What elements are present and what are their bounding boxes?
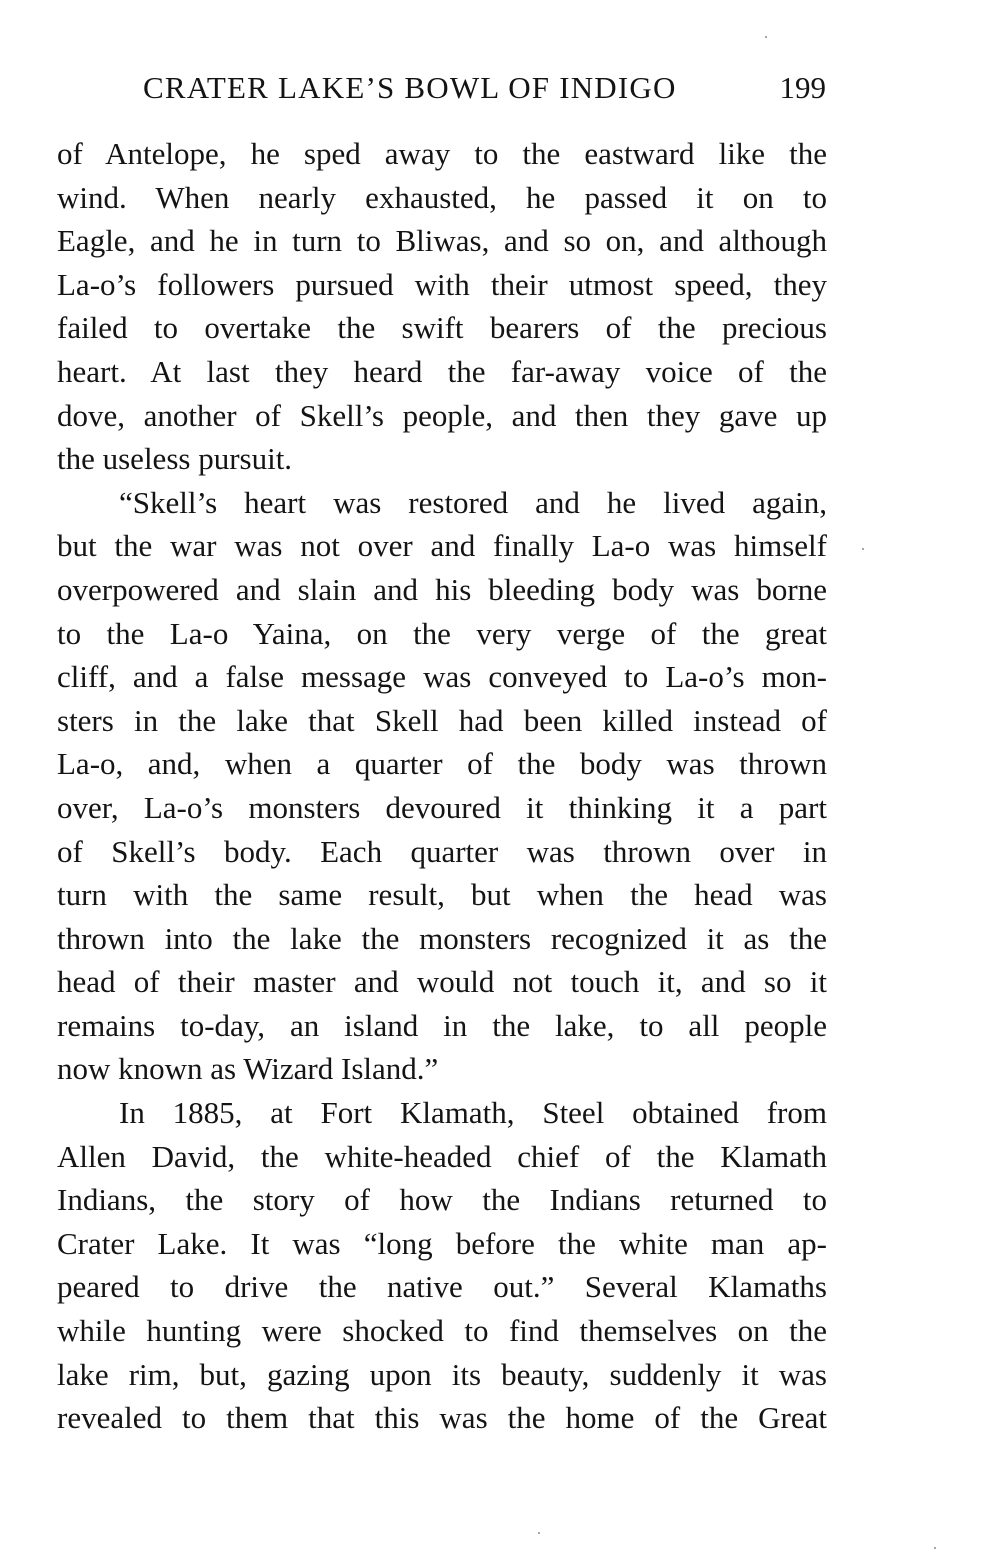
scan-speck [862,548,864,550]
running-title: CRATER LAKE’S BOWL OF INDIGO [143,70,677,105]
text-line: over, La-o’s monsters devoured it thinking it a part [57,789,827,825]
text-line: Allen David, the white-headed chief of the Klamath [57,1138,827,1174]
scan-speck [765,36,767,38]
text-line: dove, another of Skell’s people, and then they gave up [57,397,827,433]
text-line: Indians, the story of how the Indians returned to [57,1182,827,1218]
body-text [57,132,827,1440]
text-line: the useless pursuit. [57,441,293,477]
text-line: head of their master and would not touch it, and so it [57,964,827,1000]
text-line: of Skell’s body. Each quarter was thrown over in [57,833,827,869]
text-line: Crater Lake. It was “long before the white man ap- [57,1225,827,1261]
text-line: remains to-day, an island in the lake, to all people [57,1007,827,1043]
text-line: “Skell’s heart was restored and he lived again, [119,484,827,520]
text-line: of Antelope, he sped away to the eastward like the [57,136,827,171]
text-line: wind. When nearly exhausted, he passed it on to [57,179,827,215]
text-line: La-o’s followers pursued with their utmost speed, they [57,266,827,302]
text-line: lake rim, but, gazing upon its beauty, suddenly it was [57,1356,827,1392]
running-head [0,70,1000,118]
text-line: peared to drive the native out.” Several Klamaths [57,1269,827,1305]
text-line: turn with the same result, but when the head was [57,877,827,913]
text-line: thrown into the lake the monsters recognized it as the [57,920,827,956]
scan-speck [934,1547,936,1549]
text-line: sters in the lake that Skell had been killed instead of [57,702,827,738]
text-line: to the La-o Yaina, on the very verge of the great [57,615,827,651]
text-line: Eagle, and he in turn to Bliwas, and so on, and although [57,223,827,259]
text-line: but the war was not over and finally La-o was himself [57,528,827,564]
text-line: overpowered and slain and his bleeding body was borne [57,571,827,607]
text-line: La-o, and, when a quarter of the body was thrown [57,746,827,782]
text-line: cliff, and a false message was conveyed to La-o’s mon- [57,659,827,695]
text-line: failed to overtake the swift bearers of the precious [57,310,827,346]
text-line: while hunting were shocked to find themselves on the [57,1313,827,1349]
text-line: In 1885, at Fort Klamath, Steel obtained from [119,1095,827,1131]
text-line: revealed to them that this was the home of the Great [57,1400,827,1436]
page-number: 199 [779,70,826,105]
text-line: heart. At last they heard the far-away voice of the [57,353,827,389]
scan-speck [538,1532,540,1534]
text-line: now known as Wizard Island.” [57,1051,439,1087]
